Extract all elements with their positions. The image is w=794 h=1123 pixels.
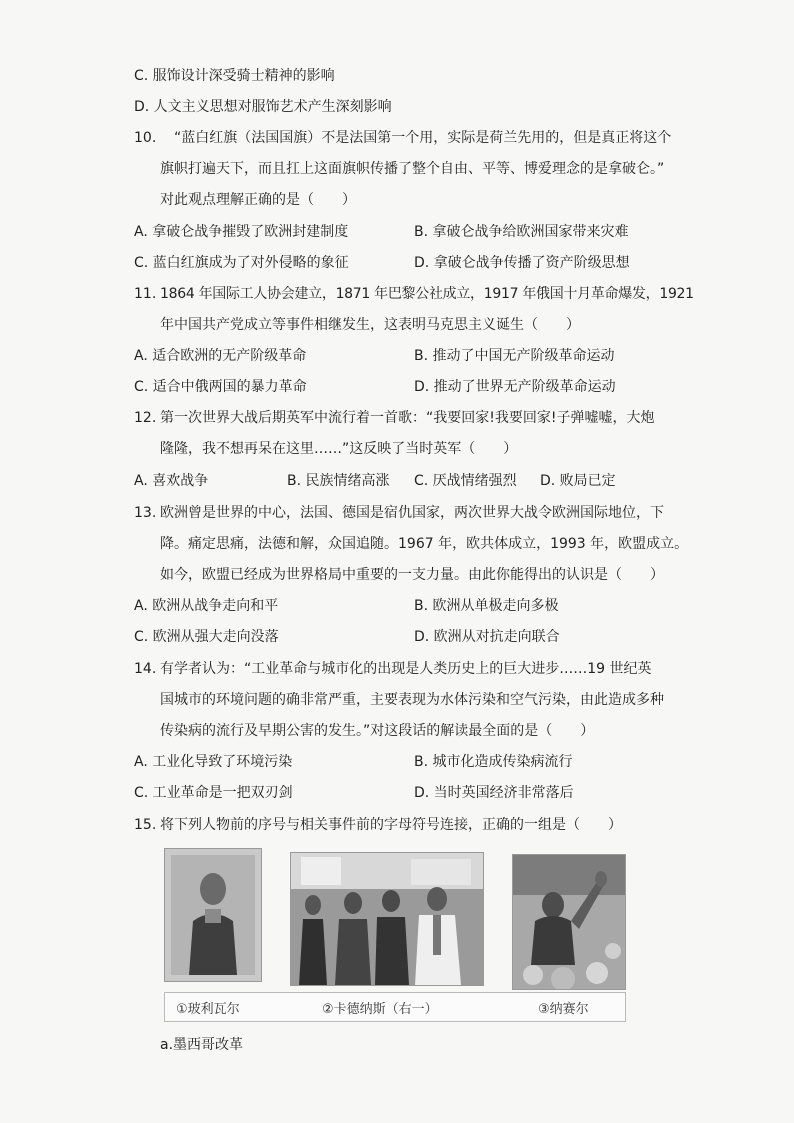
prev-option-c: C. 服饰设计深受骑士精神的影响: [134, 68, 335, 84]
q11-line1: 1864 年国际工人协会建立，1871 年巴黎公社成立，1917 年俄国十月革命爆发，1921: [160, 286, 694, 302]
q13-number: 13.: [134, 505, 157, 521]
q13-line2: 降。痛定思痛，法德和解，众国追随。1967 年，欧共体成立，1993 年，欧盟成立。: [160, 536, 689, 552]
q12-option-d: D. 败局已定: [540, 473, 616, 489]
q10-option-a: A. 拿破仑战争摧毁了欧洲封建制度: [134, 224, 349, 240]
q12-number: 12.: [134, 410, 157, 426]
nasser-photo: [512, 854, 626, 990]
q10-number: 10.: [134, 130, 157, 146]
q10-option-d: D. 拿破仑战争传播了资产阶级思想: [414, 255, 630, 271]
q13-line3: 如今，欧盟已经成为世界格局中重要的一支力量。由此你能得出的认识是（ ）: [160, 567, 664, 583]
q11-option-a: A. 适合欧洲的无产阶级革命: [134, 348, 307, 364]
q15-number: 15.: [134, 817, 157, 833]
q15-line1: 将下列人物前的序号与相关事件前的字母符号连接，正确的一组是（ ）: [160, 817, 622, 833]
q11-option-b: B. 推动了中国无产阶级革命运动: [414, 348, 615, 364]
q12-line1: 第一次世界大战后期英军中流行着一首歌：“我要回家!我要回家!子弹嘘嘘，大炮: [160, 410, 655, 426]
q14-option-d: D. 当时英国经济非常落后: [414, 785, 574, 801]
q10-option-b: B. 拿破仑战争给欧洲国家带来灾难: [414, 224, 629, 240]
q11-option-d: D. 推动了世界无产阶级革命运动: [414, 379, 616, 395]
q15-item-a: a.墨西哥改革: [160, 1037, 244, 1053]
q11-line2: 年中国共产党成立等事件相继发生，这表明马克思主义诞生（ ）: [160, 317, 580, 333]
q14-line1: 有学者认为：“工业革命与城市化的出现是人类历史上的巨大进步……19 世纪英: [160, 661, 652, 677]
q11-option-c: C. 适合中俄两国的暴力革命: [134, 379, 307, 395]
q13-option-a: A. 欧洲从战争走向和平: [134, 598, 279, 614]
q10-line2: 旗帜打遍天下，而且扛上这面旗帜传播了整个自由、平等、博爱理念的是拿破仑。”: [160, 161, 665, 177]
q10-line3: 对此观点理解正确的是（ ）: [160, 192, 356, 208]
q13-option-c: C. 欧洲从强大走向没落: [134, 629, 279, 645]
q14-option-a: A. 工业化导致了环境污染: [134, 754, 293, 770]
q13-option-d: D. 欧洲从对抗走向联合: [414, 629, 560, 645]
caption-nasser: ③纳赛尔: [538, 1002, 589, 1017]
caption-cardenas: ②卡德纳斯（右一）: [322, 1002, 438, 1017]
q14-line3: 传染病的流行及早期公害的发生。”对这段话的解读最全面的是（ ）: [160, 723, 595, 739]
cardenas-group-photo: [290, 852, 484, 986]
q14-option-b: B. 城市化造成传染病流行: [414, 754, 573, 770]
q14-number: 14.: [134, 661, 157, 677]
q14-line2: 国城市的环境问题的确非常严重，主要表现为水体污染和空气污染，由此造成多种: [160, 692, 664, 708]
q14-option-c: C. 工业革命是一把双刃剑: [134, 785, 293, 801]
q12-line2: 隆隆，我不想再呆在这里……”这反映了当时英军（ ）: [160, 441, 518, 457]
q11-number: 11.: [134, 286, 157, 302]
q10-option-c: C. 蓝白红旗成为了对外侵略的象征: [134, 255, 349, 271]
q12-option-a: A. 喜欢战争: [134, 473, 209, 489]
q12-option-b: B. 民族情绪高涨: [287, 473, 390, 489]
caption-bolivar: ①玻利瓦尔: [176, 1002, 240, 1017]
q12-option-c: C. 厌战情绪强烈: [414, 473, 517, 489]
q10-line1: “蓝白红旗（法国国旗）不是法国第一个用，实际是荷兰先用的，但是真正将这个: [174, 130, 672, 146]
bolivar-portrait-photo: [164, 848, 262, 982]
q13-line1: 欧洲曾是世界的中心，法国、德国是宿仇国家，两次世界大战令欧洲国际地位，下: [160, 505, 664, 521]
q13-option-b: B. 欧洲从单极走向多极: [414, 598, 559, 614]
prev-option-d: D. 人文主义思想对服饰艺术产生深刻影响: [134, 99, 392, 115]
